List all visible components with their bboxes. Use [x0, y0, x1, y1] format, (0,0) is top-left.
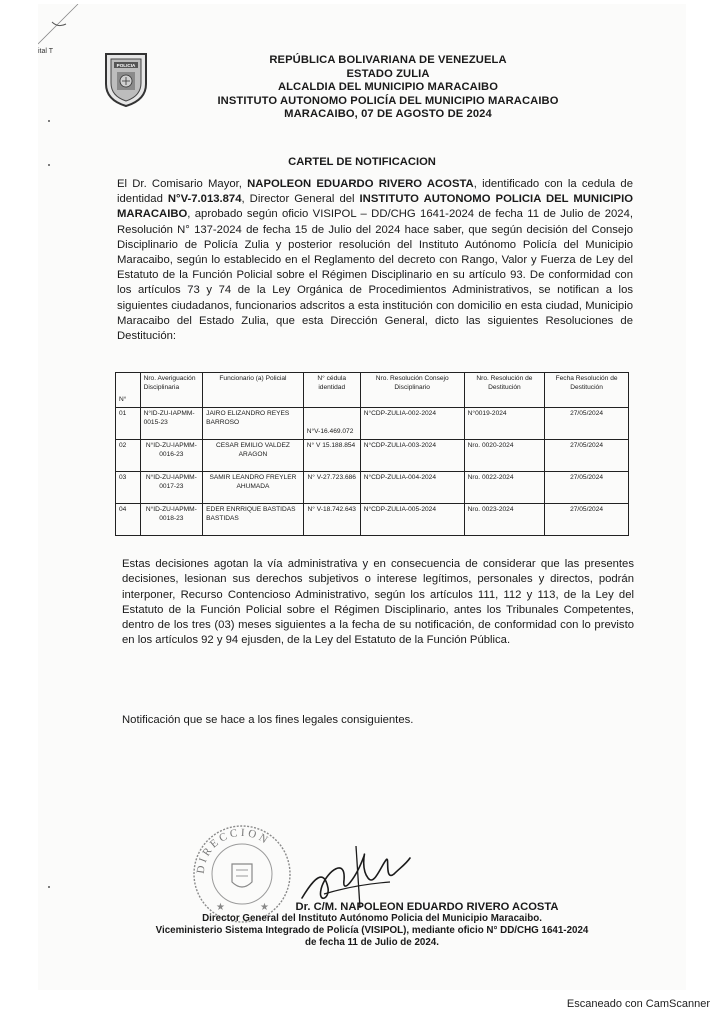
director-name: NAPOLEON EDUARDO RIVERO ACOSTA: [247, 178, 474, 190]
signer-title: Director General del Instituto Autónomo Policia del Municipio Maracaibo.: [202, 913, 542, 924]
scan-speck: [48, 120, 50, 122]
cell-fecha: 27/05/2024: [545, 504, 629, 536]
header-consejo: Nro. Resolución Consejo Disciplinario: [360, 373, 464, 408]
cell-consejo: N°CDP-ZULIA-004-2024: [360, 472, 464, 504]
svg-text:★: ★: [216, 902, 225, 913]
header-averiguacion: Nro. Averiguación Disciplinaria: [140, 373, 203, 408]
signer-name: Dr. C/M. NAPOLEON EDUARDO RIVERO ACOSTA: [295, 901, 559, 913]
signer-authorization: Viceministerio Sistema Integrado de Policía (VISIPOL), mediante oficio N° DD/CHG 1641-2024: [155, 925, 589, 936]
cell-num: 01: [116, 408, 141, 440]
folded-corner: [38, 4, 98, 64]
stamp-text: DIRECCION: [194, 826, 273, 875]
header-state: ESTADO ZULIA: [346, 67, 430, 80]
notification-line: Notificación que se hace a los fines legales consiguientes.: [122, 714, 414, 726]
header-fecha: Fecha Resolución de Destitución: [545, 373, 629, 408]
table-row: [116, 408, 629, 440]
signer-authorization-date: de fecha 11 de Julio de 2024.: [305, 937, 439, 948]
svg-text:★: ★: [260, 902, 269, 913]
corner-label: ital T: [38, 48, 54, 55]
cell-consejo: N°CDP-ZULIA-005-2024: [360, 504, 464, 536]
dismissal-resolutions-table: [115, 372, 629, 536]
cell-fecha: 27/05/2024: [545, 440, 629, 472]
header-date: MARACAIBO, 07 DE AGOSTO DE 2024: [284, 108, 492, 121]
cell-funcionario: CESAR EMILIO VALDEZ ARAGON: [203, 440, 304, 472]
cell-funcionario: SAMIR LEANDRO FREYLER AHUMADA: [203, 472, 304, 504]
header-institute: INSTITUTO AUTONOMO POLICÍA DEL MUNICIPIO MARACAIBO: [217, 94, 559, 107]
cell-averiguacion: N°ID-ZU-IAPMM-0016-23: [140, 440, 203, 472]
header-num: N°: [116, 373, 141, 408]
scanner-watermark: Escaneado con CamScanner: [566, 998, 710, 1010]
cell-fecha: 27/05/2024: [545, 472, 629, 504]
intro-text-2: , identificado con la cedula de identidad: [117, 178, 633, 206]
cell-destitucion: Nro. 0020-2024: [464, 440, 544, 472]
header-municipality: ALCALDIA DEL MUNICIPIO MARACAIBO: [277, 81, 499, 94]
cell-consejo: N°CDP-ZULIA-003-2024: [360, 440, 464, 472]
cell-num: 04: [116, 504, 141, 536]
cell-consejo: N°CDP-ZULIA-002-2024: [360, 408, 464, 440]
table-row: [116, 440, 629, 472]
cell-destitucion: Nro. 0023-2024: [464, 504, 544, 536]
cell-averiguacion: N°ID-ZU-IAPMM-0015-23: [140, 408, 203, 440]
table-row: [116, 504, 629, 536]
intro-text-4: , aprobado según oficio VISIPOL – DD/CHG 1641-2024 de fecha 11 de Julio de 2024, Resolución N° 137-2024 de fecha 15 de Julio del 2024 hace saber, que según decisión del Consejo Disciplinario de Policía Zulia y posterior resolución del Instituto Autónomo Policía del Municipio Maracaibo, según lo establecido en el Reglamento del decreto con Rango, Valor y Fuerza de Ley del Estatuto de la Función Policial sobre el Régimen Disciplinario en su artículo 93. De conformidad con los artículos 73 y 74 de la Ley Orgánica de Procedimientos Administrativos, se notifican a los siguientes ciudadanos, funcionarios adscritos a esta institución con domicilio en esta ciudad, Municipio Maracaibo del Estado Zulia, que esta Dirección General, dicto las siguientes Resoluciones de Destitución:: [117, 208, 633, 343]
cell-cedula: N° V-18.742.643: [303, 504, 360, 536]
cell-cedula: N° V-27.723.686: [303, 472, 360, 504]
header-destitucion: Nro. Resolución de Destitución: [464, 373, 544, 408]
cell-destitucion: N°0019-2024: [464, 408, 544, 440]
cell-num: 02: [116, 440, 141, 472]
cell-averiguacion: N°ID-ZU-IAPMM-0018-23: [140, 504, 203, 536]
header-funcionario: Funcionario (a) Policial: [203, 373, 304, 408]
closing-paragraph: Estas decisiones agotan la vía administrativa y en consecuencia de considerar que las presentes decisiones, lesionan sus derechos subjetivos o interese legítimos, personales y directos, podrán interponer, Recurso Contencioso Administrativo, según los artículos 111, 112 y 113, de la Ley del Estatuto de la Función Policial sobre el Régimen Disciplinario, antes los Tribunales Competentes, dentro de los tres (03) meses siguientes a la fecha de su notificación, de conformidad con lo previsto en los artículos 92 y 94 ejusden, de la Ley del Estatuto de la Función Pública.: [122, 558, 634, 647]
cell-num: 03: [116, 472, 141, 504]
cell-cedula: N° V 15.188.854: [303, 440, 360, 472]
cell-fecha: 27/05/2024: [545, 408, 629, 440]
signature-block: [122, 901, 622, 949]
director-id: N°V-7.013.874: [167, 193, 242, 206]
cell-funcionario: EDER ENRRIQUE BASTIDAS BASTIDAS: [203, 504, 304, 536]
cell-cedula: N°V-16.469.072: [303, 408, 360, 440]
scan-speck: [48, 164, 50, 166]
intro-paragraph: [117, 177, 633, 344]
institute-name: INSTITUTO AUTONOMO POLICIA DEL MUNICIPIO MARACAIBO: [117, 193, 633, 221]
document-title: CARTEL DE NOTIFICACION: [288, 156, 436, 168]
police-seal-logo: [100, 50, 152, 108]
intro-text-1: El Dr. Comisario Mayor,: [117, 178, 248, 190]
cell-averiguacion: N°ID-ZU-IAPMM-0017-23: [140, 472, 203, 504]
scan-speck: [48, 886, 50, 888]
table-header-row: [116, 373, 629, 408]
header-republic: REPÚBLICA BOLIVARIANA DE VENEZUELA: [269, 54, 507, 66]
cell-destitucion: Nro. 0022-2024: [464, 472, 544, 504]
intro-text-3: , Director General del: [241, 193, 360, 206]
document-header: [168, 54, 608, 122]
table-row: [116, 472, 629, 504]
seal-label: POLICIA: [116, 62, 136, 68]
header-cedula: N° cédula identidad: [303, 373, 360, 408]
cell-funcionario: JAIRO ELIZANDRO REYES BARROSO: [203, 408, 304, 440]
document-page: [38, 4, 686, 990]
